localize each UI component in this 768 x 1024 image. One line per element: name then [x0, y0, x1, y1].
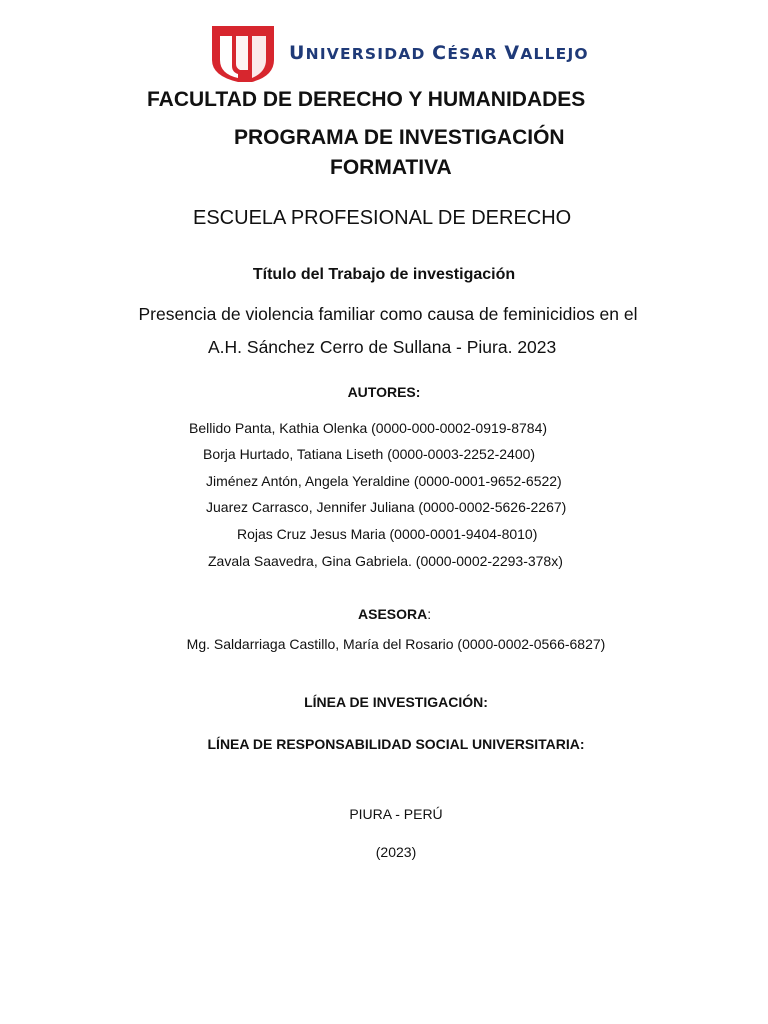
university-name-initial-1: U: [289, 42, 306, 64]
author-item: Rojas Cruz Jesus Maria (0000-0001-9404-8010): [237, 526, 538, 542]
author-item: Jiménez Antón, Angela Yeraldine (0000-0001-9652-6522): [206, 473, 562, 489]
research-line-label: LÍNEA DE INVESTIGACIÓN:: [304, 694, 488, 710]
university-name-rest-1: NIVERSIDAD: [305, 45, 433, 63]
advisor-label: [358, 606, 431, 622]
program-heading-line1: PROGRAMA DE INVESTIGACIÓN: [234, 126, 565, 149]
research-line-value: LÍNEA DE RESPONSABILIDAD SOCIAL UNIVERSITARIA:: [207, 736, 585, 752]
university-name-initial-2: C: [432, 42, 448, 64]
program-heading-line2: FORMATIVA: [330, 156, 452, 179]
school-heading: ESCUELA PROFESIONAL DE DERECHO: [193, 207, 572, 229]
work-title-line2: A.H. Sánchez Cerro de Sullana - Piura. 2023: [208, 337, 557, 357]
author-item: Zavala Saavedra, Gina Gabriela. (0000-0002-2293-378x): [208, 553, 563, 569]
author-item: Bellido Panta, Kathia Olenka (0000-000-0002-0919-8784): [189, 420, 548, 436]
university-name-rest-3: ALLEJO: [520, 45, 589, 63]
year: (2023): [375, 844, 417, 860]
author-item: Borja Hurtado, Tatiana Liseth (0000-0003-2252-2400): [203, 446, 536, 462]
place: PIURA - PERÚ: [349, 806, 443, 822]
author-item: Juarez Carrasco, Jennifer Juliana (0000-0002-5626-2267): [206, 499, 567, 515]
faculty-heading: FACULTAD DE DERECHO Y HUMANIDADES: [147, 88, 586, 111]
authors-label: AUTORES:: [347, 384, 421, 400]
work-title-line1: Presencia de violencia familiar como causa de feminicidios en el: [138, 304, 638, 324]
advisor-label-colon: :: [427, 606, 432, 622]
university-name-rest-2: ÉSAR: [447, 45, 505, 63]
advisor-name: Mg. Saldarriaga Castillo, María del Rosario (0000-0002-0566-6827): [186, 636, 606, 652]
advisor-label-text: ASESORA: [358, 606, 428, 622]
university-name-initial-3: V: [504, 42, 521, 64]
ucv-logo-icon: [212, 26, 274, 82]
university-name: [289, 42, 589, 64]
title-label: Título del Trabajo de investigación: [252, 266, 516, 283]
